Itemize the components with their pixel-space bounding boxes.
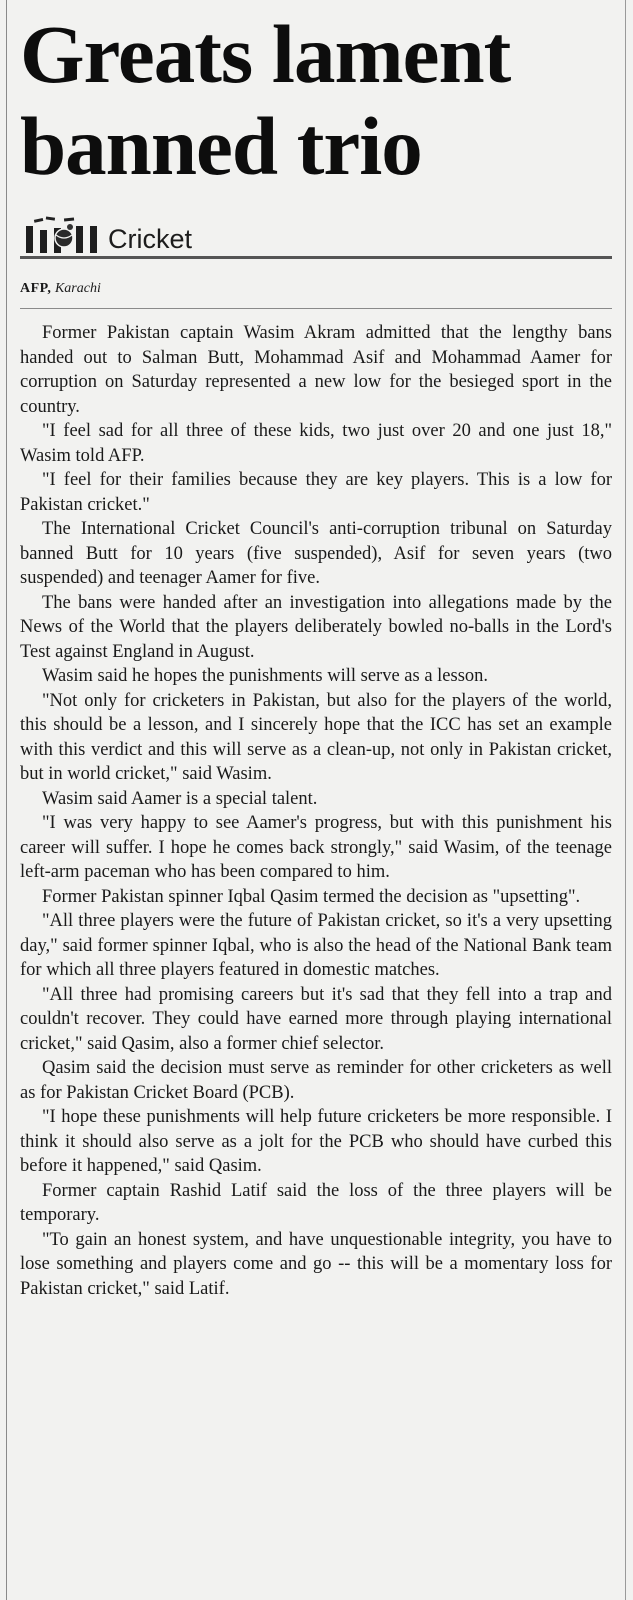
- paragraph: "Not only for cricketers in Pakistan, but also for the players of the world, this should be a lesson, and I sincerely hope that the ICC has set an example with this verdict and this will serve as a clean-up, not only in Pakistan cricket, but in world cricket," said Wasim.: [20, 690, 612, 784]
- column-rule-left: [6, 0, 7, 1600]
- paragraph: The International Cricket Council's anti-corruption tribunal on Saturday banned Butt for 10 years (five suspended), Asif for seven years (two suspended) and teenager Aamer for five.: [20, 519, 612, 588]
- paragraph: Former Pakistan spinner Iqbal Qasim termed the decision as "upsetting".: [42, 886, 581, 907]
- paragraph: "To gain an honest system, and have unquestionable integrity, you have to lose something and players come and go -- this will be a momentary loss for Pakistan cricket," said Latif.: [20, 1229, 612, 1299]
- byline-place: Karachi: [54, 281, 101, 296]
- article-body: [20, 321, 612, 1301]
- paragraph: "All three had promising careers but it's sad that they fell into a trap and couldn't recover. They could have earned more through playing international cricket," said Qasim, also a former chief selector.: [20, 984, 612, 1054]
- paragraph: Former captain Rashid Latif said the loss of the three players will be temporary.: [20, 1180, 612, 1225]
- paragraph: "I hope these punishments will help future cricketers be more responsible. I think it should also serve as a jolt for the PCB who should have curbed this before it happened," said Qasim.: [20, 1107, 612, 1176]
- paragraph: Wasim said he hopes the punishments will serve as a lesson.: [42, 666, 489, 686]
- paragraph: Former Pakistan captain Wasim Akram admitted that the lengthy bans handed out to Salman Butt, Mohammad Asif and Mohammad Aamer for corruption on Saturday represented a new low for the besieged sport in the country.: [20, 323, 612, 417]
- headline: Greats lament banned trio: [20, 8, 511, 192]
- news-article: [20, 0, 612, 1301]
- paragraph: Wasim said Aamer is a special talent.: [42, 788, 318, 809]
- column-rule-right: [625, 0, 626, 1600]
- paragraph: The bans were handed after an investigation into allegations made by the News of the World that the players deliberately bowled no-balls in the Lord's Test against England in August.: [20, 592, 612, 662]
- byline-agency: AFP,: [20, 281, 52, 296]
- paragraph: "All three players were the future of Pakistan cricket, so it's a very upsetting day," said former spinner Iqbal, who is also the head of the National Bank team for which all three players featured in domestic matches.: [20, 911, 612, 980]
- cricket-stumps-ball-icon: [20, 216, 102, 254]
- section-label: Cricket: [108, 224, 193, 254]
- paragraph: "I feel for their families because they are key players. This is a low for Pakistan cricket.": [20, 470, 612, 515]
- paragraph: Qasim said the decision must serve as reminder for other cricketers as well as for Pakistan Cricket Board (PCB).: [20, 1058, 612, 1103]
- byline: [20, 279, 612, 309]
- section-header: [20, 210, 612, 259]
- paragraph: "I feel sad for all three of these kids, two just over 20 and one just 18," Wasim told AFP.: [20, 421, 612, 466]
- paragraph: "I was very happy to see Aamer's progress, but with this punishment his career will suffer. I hope he comes back strongly," said Wasim, of the teenage left-arm paceman who has been compared to him.: [20, 813, 612, 882]
